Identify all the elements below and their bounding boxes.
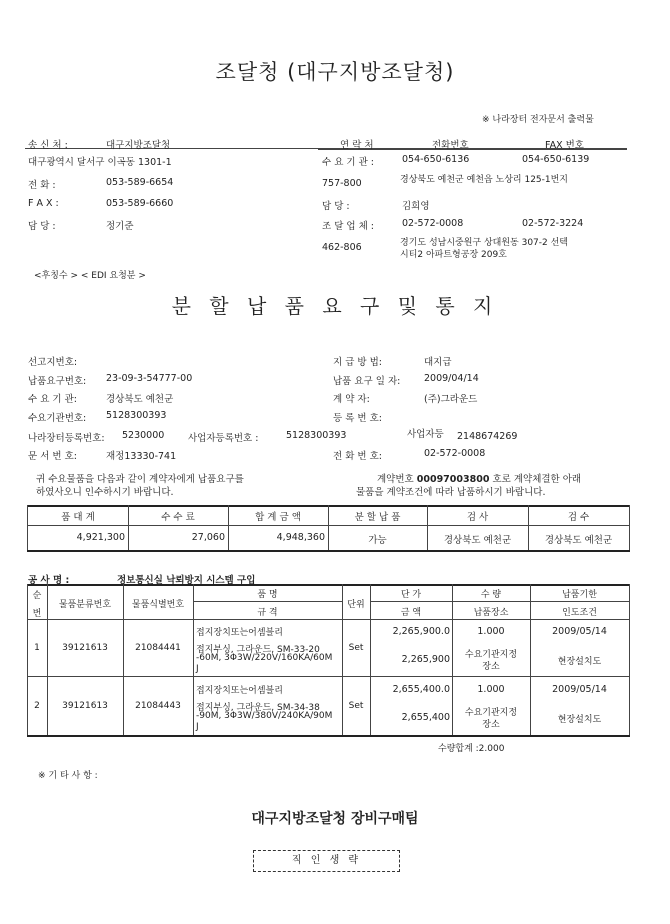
header-qty: 수 량 xyxy=(480,590,502,600)
row-unit: Set xyxy=(348,701,364,711)
project-label: 공 사 명 : xyxy=(28,575,70,586)
sender-fax-label: F A X : xyxy=(28,198,59,209)
remarks-label: ※ 기 타 사 항 : xyxy=(38,771,98,781)
biz-reg-label: 사업자등록번호 : xyxy=(188,433,259,444)
summary-header: 수 수 료 xyxy=(161,512,195,523)
demand-manager: 김희영 xyxy=(402,201,430,212)
sender-manager: 정기준 xyxy=(106,221,134,232)
row-no: 1 xyxy=(34,643,40,653)
seal-omitted-stamp: 직 인 생 략 xyxy=(253,850,400,872)
header-spec: 규 격 xyxy=(257,608,278,618)
row-no: 2 xyxy=(34,701,40,711)
header-class-no: 물품분류번호 xyxy=(58,600,112,610)
row-item-name: 접지장치또는어셈블리 xyxy=(196,628,283,638)
header-place: 납품장소 xyxy=(473,608,509,618)
row-place: 수요기관지정 xyxy=(464,650,518,660)
header-ident-no: 물품식별번호 xyxy=(131,600,185,610)
nara-reg: 5230000 xyxy=(122,430,165,441)
demand-phone: 054-650-6136 xyxy=(402,154,470,165)
biz-reg: 5128300393 xyxy=(286,430,347,441)
summary-header: 품 대 계 xyxy=(61,512,95,523)
header-condition: 인도조건 xyxy=(562,608,597,618)
fax-header: FAX 번호 xyxy=(545,140,584,151)
summary-value: 4,948,360 xyxy=(276,532,325,543)
row-place: 장소 xyxy=(482,662,500,672)
summary-value: 경상북도 예천군 xyxy=(443,535,512,546)
demand-agency-no: 5128300393 xyxy=(106,410,167,421)
sender-label: 송 신 처 : xyxy=(28,140,68,151)
sender-manager-label: 담 당 : xyxy=(28,221,56,232)
document-title: 분 할 납 품 요 구 및 통 지 xyxy=(171,294,499,318)
doc-no-label: 문 서 번 호: xyxy=(28,451,77,462)
summary-header: 분 할 납 품 xyxy=(354,512,401,523)
sender-address: 대구광역시 달서구 이곡동 1301-1 xyxy=(28,157,172,168)
header-no: 순 xyxy=(32,591,42,601)
row-spec: 접지부싱, 그라운드, SM-33-20 xyxy=(196,645,320,655)
row-qty: 1.000 xyxy=(477,684,505,695)
header-price: 단 가 xyxy=(400,590,422,600)
summary-value: 4,921,300 xyxy=(76,532,125,543)
row-spec: -90M, 3Φ3W/380V/240KA/90M xyxy=(196,711,333,721)
row-due: 2009/05/14 xyxy=(552,684,607,695)
demand-fax: 054-650-6139 xyxy=(522,154,590,165)
sender-fax: 053-589-6660 xyxy=(106,198,174,209)
payment: 대지급 xyxy=(424,357,452,368)
summary-header: 합 계 금 액 xyxy=(255,512,301,523)
sender-name: 대구지방조달청 xyxy=(106,140,171,151)
demand-manager-label: 담 당 : xyxy=(322,201,350,212)
row-spec: J xyxy=(196,722,199,732)
phone: 02-572-0008 xyxy=(424,448,486,459)
header-no-2: 번 xyxy=(32,609,42,619)
row-amount: 2,655,400 xyxy=(401,712,450,723)
demand-agency: 경상북도 예천군 xyxy=(106,394,174,405)
demand-agency-no-label: 수요기관번호: xyxy=(28,413,87,424)
header-unit: 단위 xyxy=(347,600,365,610)
row-spec: J xyxy=(196,664,199,674)
demand-agency-label: 수 요 기 관: xyxy=(28,394,77,405)
biz-no: 2148674269 xyxy=(457,431,518,442)
row-price: 2,655,400.0 xyxy=(392,684,450,695)
request-date-label: 납품 요구 일 자: xyxy=(333,376,401,387)
tag-line: <후칭수 > < EDI 요청분 > xyxy=(34,271,146,281)
row-due: 2009/05/14 xyxy=(552,626,607,637)
row-ident-no: 21084441 xyxy=(135,643,181,653)
header-due: 납품기한 xyxy=(562,590,597,600)
project-name: 정보통신실 낙뢰방지 시스템 구입 xyxy=(117,575,256,586)
issuer-title: 대구지방조달청 장비구매팀 xyxy=(251,811,419,827)
page-title: 조달청 (대구지방조달청) xyxy=(215,60,455,84)
row-place: 수요기관지정 xyxy=(464,708,518,718)
doc-no: 재정13330-741 xyxy=(106,451,177,462)
row-price: 2,265,900.0 xyxy=(392,626,450,637)
row-qty: 1.000 xyxy=(477,626,505,637)
demand-label: 수 요 기 관 : xyxy=(322,157,374,168)
contractor: (주)그라운드 xyxy=(424,394,478,405)
contact-header: 연 락 처 xyxy=(340,140,374,151)
print-note: ※ 나라장터 전자문서 출력물 xyxy=(482,115,594,125)
summary-header: 검 사 xyxy=(466,512,489,523)
summary-header: 검 수 xyxy=(567,512,590,523)
header-amount: 금 액 xyxy=(400,608,422,618)
registration-label: 등 록 번 호: xyxy=(333,413,382,424)
notice-right-line1: 계약번호 00097003800 호로 계약체결한 아래 xyxy=(377,474,582,485)
row-amount: 2,265,900 xyxy=(401,654,450,665)
summary-value: 경상북도 예천군 xyxy=(544,535,613,546)
vendor-fax: 02-572-3224 xyxy=(522,218,584,229)
request-date: 2009/04/14 xyxy=(424,373,479,384)
summary-value: 가능 xyxy=(368,535,387,546)
phone-label: 전 화 번 호: xyxy=(333,451,382,462)
request-no-label: 납품요구번호: xyxy=(28,376,87,387)
notice-right-line2: 물품을 계약조건에 따라 납품하시기 바랍니다. xyxy=(356,487,546,498)
vendor-zip: 462-806 xyxy=(322,242,362,253)
phone-header: 전화번호 xyxy=(432,140,469,151)
row-unit: Set xyxy=(348,643,364,653)
row-class-no: 39121613 xyxy=(62,701,108,711)
row-item-name: 접지장치또는어셈블리 xyxy=(196,686,283,696)
sender-tel-label: 전 화 : xyxy=(28,180,56,191)
demand-zip: 757-800 xyxy=(322,178,362,189)
contract-no: 00097003800 xyxy=(416,474,490,485)
row-ident-no: 21084443 xyxy=(135,701,181,711)
nara-reg-label: 나라장터등록번호: xyxy=(28,433,105,444)
row-condition: 현장설치도 xyxy=(557,715,602,725)
total-quantity: 수량합계 :2.000 xyxy=(438,744,505,754)
biz-no-label: 사업자등 xyxy=(407,429,444,440)
row-spec: 접지부싱, 그라운드, SM-34-38 xyxy=(196,703,320,713)
row-place: 장소 xyxy=(482,720,500,730)
row-condition: 현장설치도 xyxy=(557,657,602,667)
row-class-no: 39121613 xyxy=(62,643,108,653)
notice-left-line2: 하였사오니 인수하시기 바랍니다. xyxy=(36,487,174,498)
summary-value: 27,060 xyxy=(191,532,225,543)
notice-no-label: 선고지번호: xyxy=(28,357,78,368)
request-no: 23-09-3-54777-00 xyxy=(106,373,193,384)
contractor-label: 계 약 자: xyxy=(333,394,370,405)
row-spec: -60M, 3Φ3W/220V/160KA/60M xyxy=(196,653,333,663)
header-item-name: 품 명 xyxy=(257,590,278,600)
notice-left-line1: 귀 수요물품을 다음과 같이 계약자에게 납품요구를 xyxy=(36,474,244,485)
vendor-address-line1: 경기도 성남시중원구 상대원동 307-2 선텍 xyxy=(400,238,569,248)
demand-address: 경상북도 예천군 예천읍 노상리 125-1번지 xyxy=(400,175,569,185)
payment-label: 지 급 방 법: xyxy=(333,357,382,368)
vendor-label: 조 달 업 체 : xyxy=(322,221,374,232)
vendor-phone: 02-572-0008 xyxy=(402,218,464,229)
vendor-address-line2: 시티2 아파트형공장 209호 xyxy=(400,250,507,260)
sender-tel: 053-589-6654 xyxy=(106,177,174,188)
